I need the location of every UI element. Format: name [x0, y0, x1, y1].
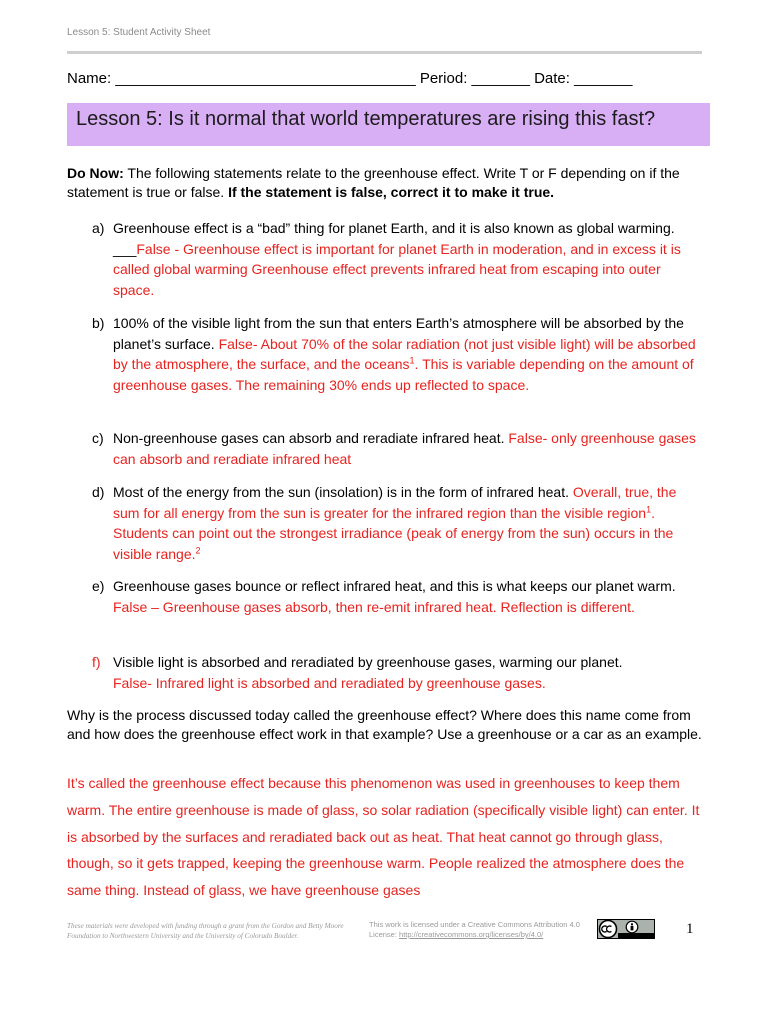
license-notice [369, 920, 584, 940]
item-answer: False - Greenhouse effect is important for planet Earth in moderation, and in excess it is called global warming Greenhouse effect prevents infrared heat from escaping into outer space. [113, 240, 681, 298]
item-answer-part: . Students can point out the strongest irradiance (peak of energy from the sun) occurs in the visible range. [113, 504, 674, 562]
item-label: d) [92, 484, 105, 500]
item-statement: Greenhouse gases bounce or reflect infrared heat, and this is what keeps our planet warm. [113, 578, 676, 594]
footnote-marker: 2 [195, 544, 201, 555]
funding-notice: These materials were developed with funding through a grant from the Gordon and Betty Moore Foundation to Northwestern University and the University of Colorado Boulder. [67, 922, 344, 940]
name-period-date-line: Name: ____________________________________ Period: _______ Date: _______ [67, 70, 633, 87]
item-label: a) [92, 220, 105, 236]
page-number: 1 [686, 921, 694, 937]
item-answer-part: False- About 70% of the solar radiation (not just visible light) will be absorbed by the atmosphere, the surface, and the oceans [113, 335, 696, 372]
item-answer-part: Overall, true, the sum for all energy from the sun is greater for the infrared region than the visible region [113, 484, 677, 521]
item-label: b) [92, 315, 105, 331]
license-text: This work is licensed under a Creative Commons Attribution 4.0 License: [369, 920, 580, 939]
license-link[interactable]: http://creativecommons.org/licenses/by/4.0/ [399, 930, 544, 939]
item-answer: False- Infrared light is absorbed and reradiated by greenhouse gases. [113, 674, 546, 691]
lesson-title-band [67, 103, 710, 146]
greenhouse-answer: It’s called the greenhouse effect because this phenomenon was used in greenhouses to keep them warm. The entire greenhouse is made of glass, so solar radiation (specifically visible light) can enter. It is absorbed by the surfaces and reradiated back out as heat. That heat cannot go through glass, though, so it gets trapped, keeping the greenhouse warm. People realized the atmosphere does the same thing. Instead of glass, we have greenhouse gases [67, 775, 700, 899]
item-statement: Greenhouse effect is a “bad” thing for planet Earth, and it is also known as global warming. ___ [113, 220, 675, 257]
item-answer: False – Greenhouse gases absorb, then re-emit infrared heat. Reflection is different. [113, 598, 635, 615]
do-now-instructions [67, 164, 707, 202]
cc-by-license-icon[interactable] [597, 919, 655, 939]
item-answer: False- only greenhouse gases can absorb and reradiate infrared heat [113, 430, 696, 467]
lesson-title: Lesson 5: Is it normal that world temperatures are rising this fast? [76, 108, 656, 130]
item-statement: 100% of the visible light from the sun that enters Earth’s atmosphere will be absorbed by the planet’s surface. [113, 315, 684, 352]
header-lesson-label: Lesson 5: Student Activity Sheet [67, 27, 211, 38]
greenhouse-question: Why is the process discussed today called the greenhouse effect? Where does this name come from and how does the greenhouse effect work in that example? Use a greenhouse or a car as an example. [67, 707, 702, 742]
footnote-marker: 1 [409, 355, 415, 366]
do-now-text: The following statements relate to the greenhouse effect. Write T or F depending on if the statement is true or false. [67, 165, 680, 200]
item-label: c) [92, 430, 104, 446]
item-label: e) [92, 578, 105, 594]
do-now-label: Do Now: [67, 165, 124, 181]
footnote-marker: 1 [646, 503, 652, 514]
do-now-emphasis: If the statement is false, correct it to make it true. [228, 184, 555, 200]
item-statement: Visible light is absorbed and reradiated by greenhouse gases, warming our planet. [113, 654, 623, 670]
item-label: f) [92, 654, 101, 670]
header-divider [67, 51, 702, 54]
item-answer-part: . This is variable depending on the amount of greenhouse gases. The remaining 30% ends up reflected to space. [113, 356, 694, 393]
item-statement: Non-greenhouse gases can absorb and reradiate infrared heat. [113, 430, 509, 446]
item-statement: Most of the energy from the sun (insolation) is in the form of infrared heat. [113, 484, 573, 500]
